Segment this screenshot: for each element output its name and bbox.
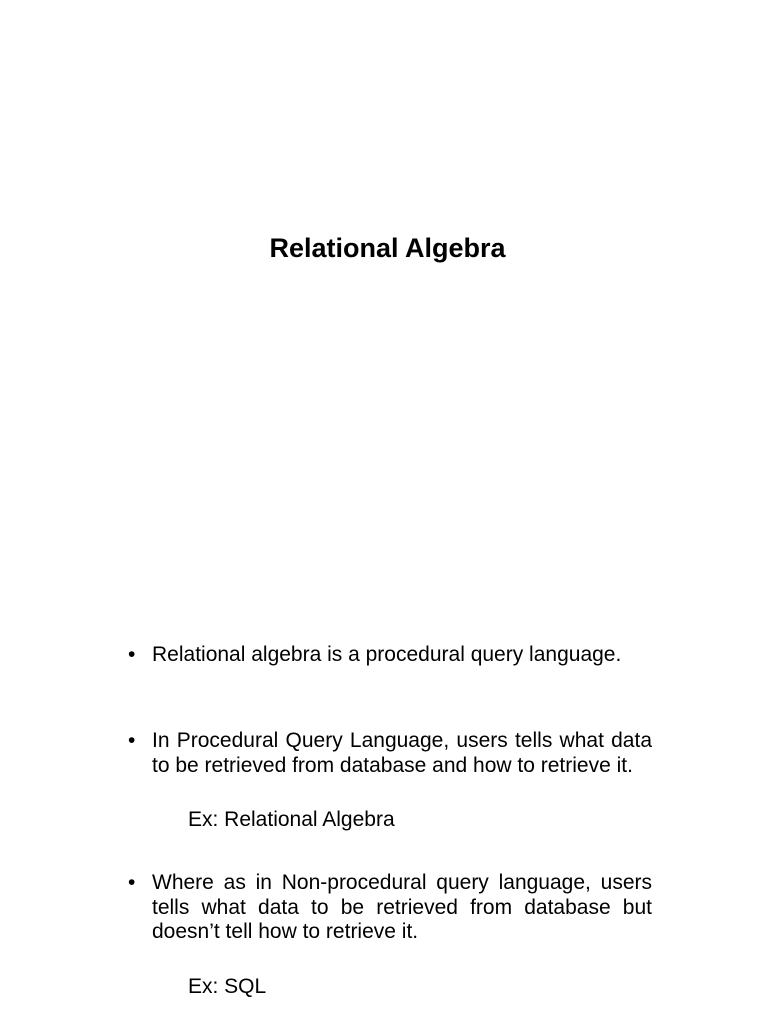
bullet-marker: • <box>128 729 136 752</box>
bullet-text: Relational algebra is a procedural query language. <box>152 643 622 666</box>
bullet-marker: • <box>128 871 136 894</box>
bullet-item <box>128 871 652 945</box>
bullet-text: Where as in Non-procedural query language, users tells what data to be retrieved from database but doesn’t tell how to retrieve it. <box>152 871 652 943</box>
bullet-marker: • <box>128 643 136 666</box>
bullet-item <box>128 729 652 778</box>
example-text: Ex: SQL <box>188 975 267 998</box>
bullet-text: In Procedural Query Language, users tells what data to be retrieved from database and how to retrieve it. <box>152 729 652 777</box>
bullet-item <box>128 643 652 668</box>
slide-title: Relational Algebra <box>269 233 506 263</box>
example-text: Ex: Relational Algebra <box>188 808 395 831</box>
